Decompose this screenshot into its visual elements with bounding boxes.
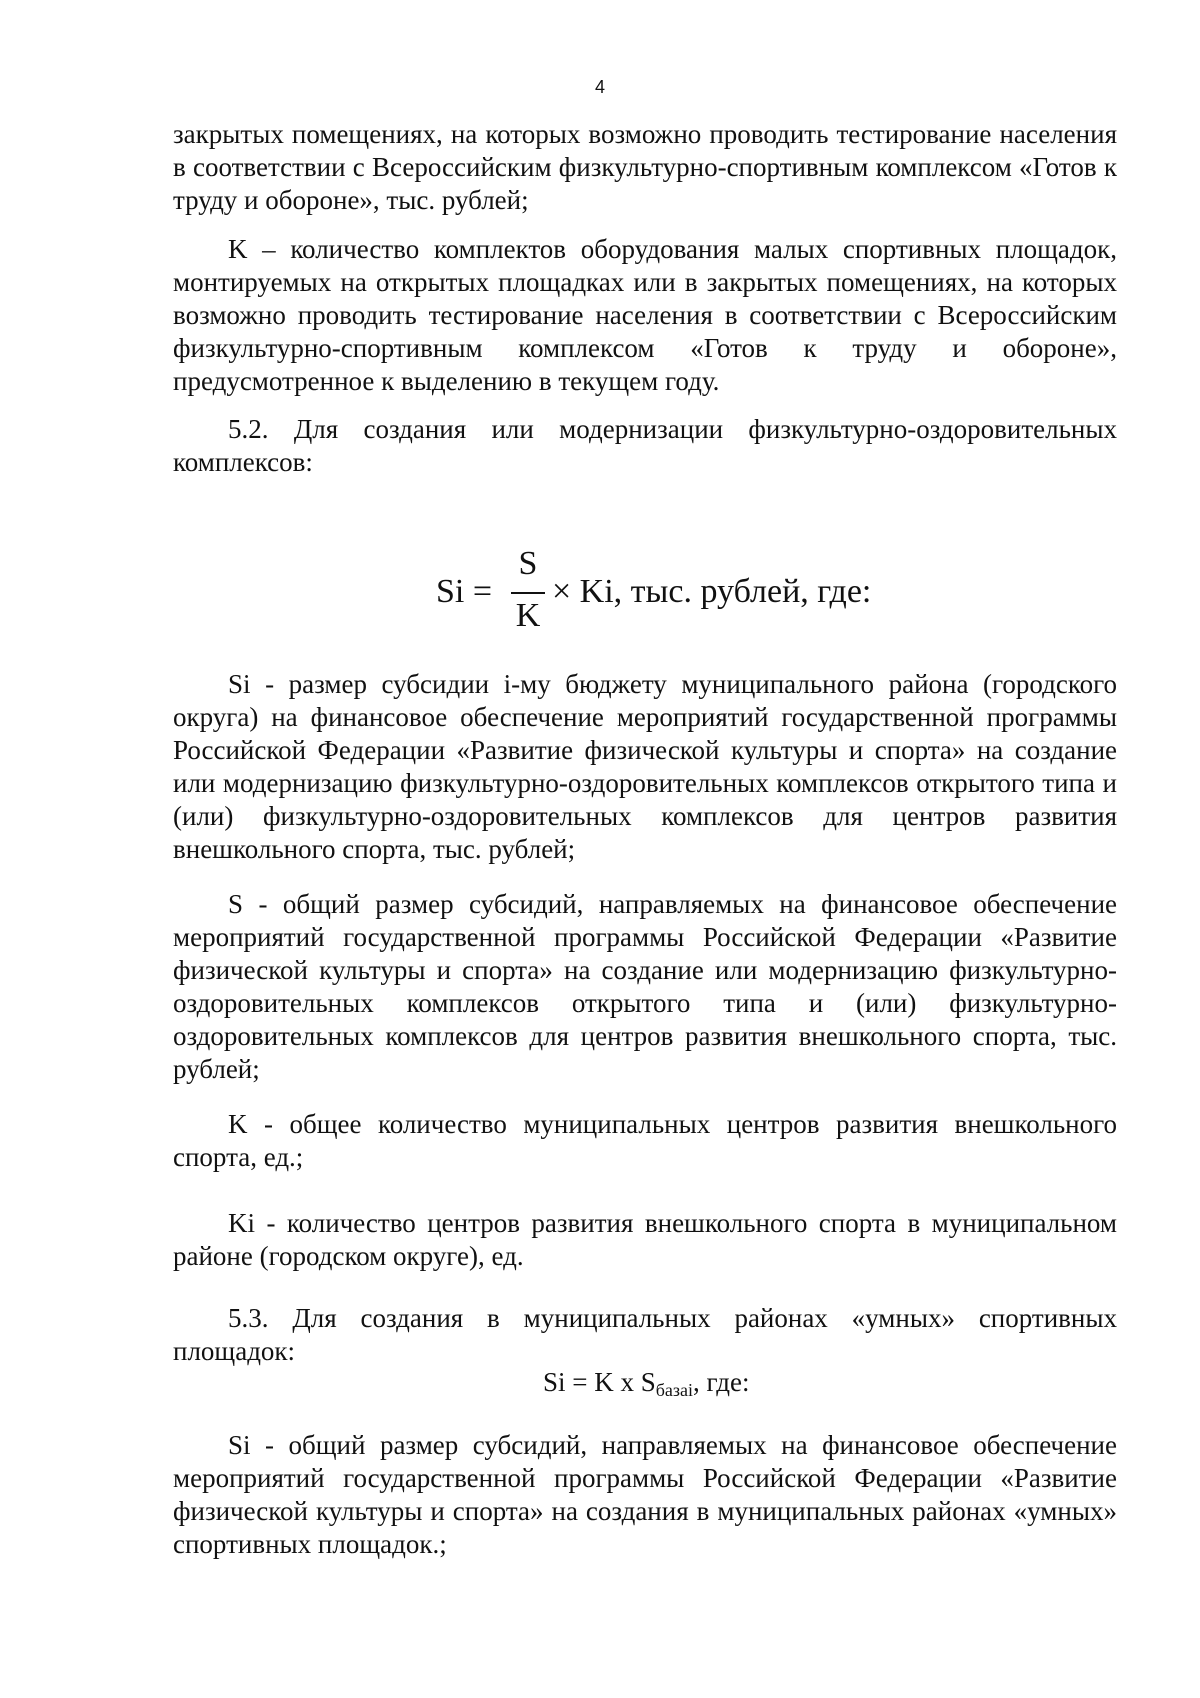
formula-lhs: Si =: [436, 573, 493, 610]
formula-numerator: S: [518, 545, 538, 582]
page-number: 4: [594, 77, 605, 97]
paragraph-si-smart-definition: Si - общий размер субсидий, направляемых на финансовое обеспечение мероприятий государственной программы Российской Федерации «Развитие физической культуры и спорта» на создания в муниципальных районах «умных» спортивных площадок.;: [173, 1430, 1117, 1559]
paragraph-k-definition: K – количество комплектов оборудования малых спортивных площадок, монтируемых на открытых площадках или в закрытых помещениях, на которых возможно проводить тестирование населения в соответствии с Всероссийским физкультурно-спортивным комплексом «Готов к труду и обороне», предусмотренное к выделению в текущем году.: [173, 234, 1117, 396]
paragraph-s-definition: S - общий размер субсидий, направляемых на финансовое обеспечение мероприятий государственной программы Российской Федерации «Развитие физической культуры и спорта» на создание или модернизацию физкультурно-оздоровительных комплексов открытого типа и (или) физкультурно-оздоровительных комплексов для центров развития внешкольного спорта, тыс. рублей;: [173, 889, 1117, 1084]
paragraph-continuation: закрытых помещениях, на которых возможно проводить тестирование населения в соответствии с Всероссийским физкультурно-спортивным комплексом «Готов к труду и обороне», тыс. рублей;: [173, 119, 1117, 215]
formula-denominator: K: [515, 597, 541, 634]
formula-subsidy-fraction: [0, 544, 1200, 644]
formula2-tail: , где:: [693, 1367, 750, 1397]
paragraph-section-5-3: 5.3. Для создания в муниципальных районах «умных» спортивных площадок:: [173, 1303, 1117, 1366]
fraction-bar: [511, 592, 545, 594]
formula2-main: Si = K x S: [543, 1367, 656, 1397]
paragraph-si-definition: Si - размер субсидии i-му бюджету муниципального района (городского округа) на финансовое обеспечение мероприятий государственной программы Российской Федерации «Развитие физической культуры и спорта» на создание или модернизацию физкультурно-оздоровительных комплексов открытого типа и (или) физкультурно-оздоровительных комплексов для центров развития внешкольного спорта, тыс. рублей;: [173, 669, 1117, 864]
paragraph-ki-definition: Ki - количество центров развития внешкольного спорта в муниципальном районе (городском округе), ед.: [173, 1208, 1117, 1271]
formula-fraction: [507, 544, 549, 644]
paragraph-k-total-definition: K - общее количество муниципальных центров развития внешкольного спорта, ед.;: [173, 1109, 1117, 1172]
paragraph-section-5-2: 5.2. Для создания или модернизации физкультурно-оздоровительных комплексов:: [173, 414, 1117, 477]
formula2-subscript: базаi: [655, 1380, 694, 1400]
formula-rhs: × Ki, тыс. рублей, где:: [552, 573, 872, 610]
